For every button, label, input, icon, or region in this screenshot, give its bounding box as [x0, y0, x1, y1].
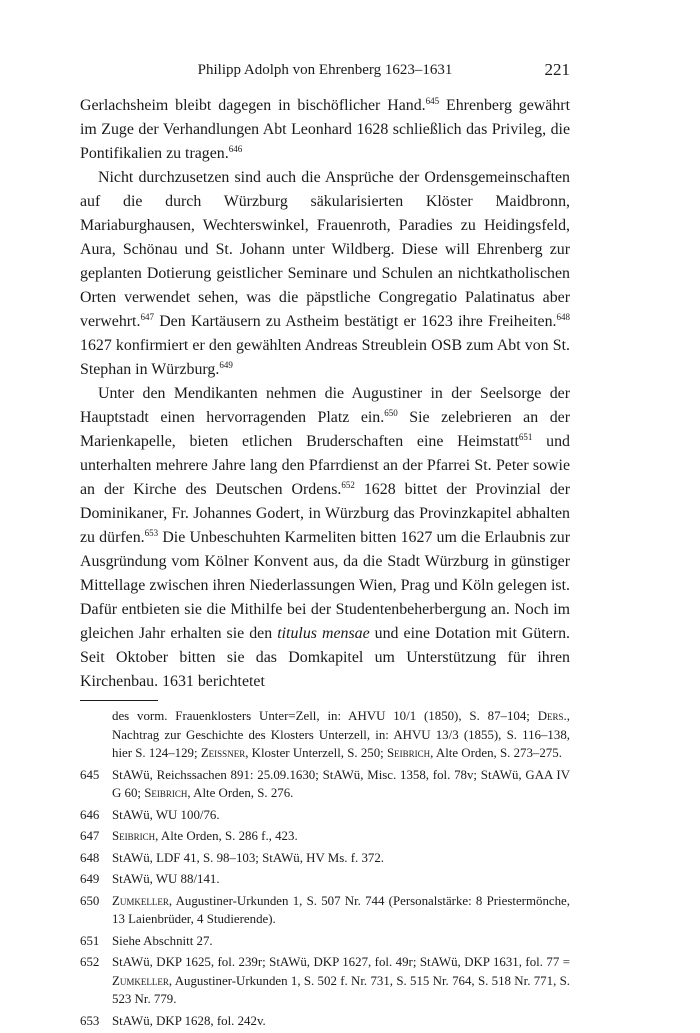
- footnote: [80, 932, 570, 951]
- text-run: und eine Dotation mit Gütern. Seit Oktober bitten sie das Domkapitel um Unterstützung für ihren Kirchenbau. 1631 berichtetet: [80, 625, 570, 690]
- author-name: Seibrich: [386, 746, 431, 760]
- text-run: Ehrenberg gewährt im Zuge der Verhandlungen Abt Leonhard 1628 schließlich das Privileg, die Pontifikalien zu tragen.: [80, 97, 570, 162]
- footnote-number: 653: [80, 1013, 100, 1028]
- author-name: Zumkeller: [112, 973, 169, 988]
- footnote-text: [112, 1012, 570, 1031]
- footnote: [80, 849, 570, 868]
- text-run: des vorm. Frauenklosters Unter=Zell, in: AHVU 10/1 (1850), S. 87–104;: [112, 709, 538, 723]
- footnote-text: [112, 806, 570, 825]
- text-run: StAWü, WU 88/141.: [112, 872, 220, 886]
- text-run: StAWü, Reichssachen 891: 25.09.1630; StAWü, Misc. 1358, fol. 78v; StAWü, GAA IV G 60;: [112, 767, 570, 800]
- body-paragraph: [80, 382, 570, 694]
- text-run: , Nachtrag zur Geschichte des Klosters Unterzell, in: AHVU 13/3 (1855), S. 116–138, hier S. 124–129;: [112, 709, 570, 760]
- footnote-ref: 653: [144, 528, 159, 538]
- footnote: [80, 827, 570, 846]
- footnote-ref: 649: [219, 360, 233, 370]
- book-page: [80, 60, 570, 1033]
- running-header: [80, 60, 570, 82]
- footnote-text: [112, 849, 570, 868]
- footnote-ref: 647: [140, 312, 154, 322]
- footnote: [80, 806, 570, 825]
- footnote-number: 652: [80, 955, 100, 969]
- footnote-ref: 648: [556, 312, 570, 322]
- author-name: Seibrich: [112, 829, 156, 843]
- footnote: [80, 953, 570, 1009]
- running-title: Philipp Adolph von Ehrenberg 1623–1631: [197, 62, 453, 78]
- footnote-ref: 650: [384, 408, 398, 418]
- author-name: Seibrich: [144, 786, 188, 800]
- text-run: Unter den Mendikanten nehmen die Augustiner in der Seelsorge der Hauptstadt einen hervorragenden Platz ein.: [80, 385, 570, 426]
- footnote: [80, 766, 570, 803]
- footnote-rule: [80, 700, 158, 701]
- text-run: , Augustiner-Urkunden 1, S. 502 f. Nr. 731, S. 515 Nr. 764, S. 518 Nr. 771, S. 523 Nr. 779.: [112, 973, 570, 1006]
- footnote-number: 649: [80, 872, 100, 886]
- text-run: 1628 bittet der Provinzial der Dominikaner, Fr. Johannes Godert, in Würzburg das Provinzkapitel abhalten zu dürfen.: [80, 481, 570, 546]
- footnote-text: [80, 707, 570, 763]
- footnote-ref: 646: [228, 144, 243, 154]
- text-run: Den Kartäusern zu Astheim bestätigt er 1623 ihre Freiheiten.: [153, 313, 557, 330]
- text-run: StAWü, DKP 1628, fol. 242v.: [112, 1013, 266, 1028]
- footnote-text: [112, 892, 570, 929]
- author-name: Ders.: [537, 709, 567, 723]
- text-run: Nicht durchzusetzen sind auch die Ansprüche der Ordensgemeinschaften auf die durch Würzburg säkularisierten Klöster Maidbronn, Mariaburghausen, Wechterswinkel, Frauenroth, Paradies zu Heidingsfeld, Aura, Schönau und St. Johann unter Wildberg. Diese will Ehrenberg zur geplanten Dotierung geistlicher Seminare und Schulen an nichtkatholischen Orten verwendet sehen, was die päpstliche Congregatio Palatinatus aber verwehrt.: [80, 169, 570, 330]
- body-paragraph: [80, 94, 570, 166]
- text-run: , Augustiner-Urkunden 1, S. 507 Nr. 744 (Personalstärke: 8 Priestermönche, 13 Laienbrüder, 4 Studierende).: [112, 893, 570, 926]
- author-name: Zumkeller: [112, 893, 169, 908]
- footnote-number: 651: [80, 933, 100, 948]
- text-run: , Alte Orden, S. 273–275.: [430, 746, 562, 760]
- text-run: , Alte Orden, S. 276.: [187, 786, 294, 800]
- text-run: StAWü, WU 100/76.: [112, 807, 220, 822]
- footnote-number: 645: [80, 767, 100, 782]
- author-name: Zeissner: [200, 746, 246, 760]
- footnote-number: 650: [80, 893, 100, 908]
- text-run: titulus mensae: [277, 625, 370, 642]
- footnote-text: [112, 827, 570, 846]
- footnote-number: 647: [80, 829, 100, 843]
- footnote-text: [112, 953, 570, 1009]
- footnote: [80, 1012, 570, 1031]
- footnote-text: [112, 766, 570, 803]
- text-run: , Kloster Unterzell, S. 250;: [245, 746, 387, 760]
- body-text: [80, 94, 570, 694]
- text-run: StAWü, DKP 1625, fol. 239r; StAWü, DKP 1627, fol. 49r; StAWü, DKP 1631, fol. 77 =: [112, 955, 570, 969]
- body-paragraph: [80, 166, 570, 382]
- footnote-ref: 645: [425, 96, 440, 106]
- text-run: Siehe Abschnitt 27.: [112, 933, 213, 948]
- footnote-text: [112, 870, 570, 889]
- text-run: 1627 konfirmiert er den gewählten Andreas Streublein OSB zum Abt von St. Stephan in Würzburg.: [80, 337, 570, 378]
- footnote-number: 646: [80, 807, 100, 822]
- text-run: Sie zelebrieren an der Marienkapelle, bieten etlichen Bruderschaften eine Heimstatt: [80, 409, 570, 450]
- footnote-number: 648: [80, 850, 100, 865]
- footnote: [80, 892, 570, 929]
- footnote-ref: 652: [341, 480, 355, 490]
- page-number: 221: [544, 60, 570, 79]
- text-run: StAWü, LDF 41, S. 98–103; StAWü, HV Ms. f. 372.: [112, 850, 384, 865]
- text-run: Die Unbeschuhten Karmeliten bitten 1627 um die Erlaubnis zur Ausgründung vom Kölner Konvent aus, da die Stadt Würzburg in günstiger Mittellage zwischen ihren Niederlassungen Wien, Prag und Köln gelegen ist. Dafür entbieten sie die Mithilfe bei der Studentenbeherbergung an. Noch im gleichen Jahr erhalten sie den: [80, 529, 570, 642]
- text-run: , Alte Orden, S. 286 f., 423.: [155, 829, 298, 843]
- footnotes: [80, 707, 570, 1030]
- footnote-continuation: [80, 707, 570, 763]
- footnote: [80, 870, 570, 889]
- footnote-ref: 651: [518, 432, 533, 442]
- text-run: und unterhalten mehrere Jahre lang den Pfarrdienst an der Pfarrei St. Peter sowie an der Kirche des Deutschen Ordens.: [80, 433, 571, 498]
- text-run: Gerlachsheim bleibt dagegen in bischöflicher Hand.: [80, 97, 426, 114]
- footnote-text: [112, 932, 570, 951]
